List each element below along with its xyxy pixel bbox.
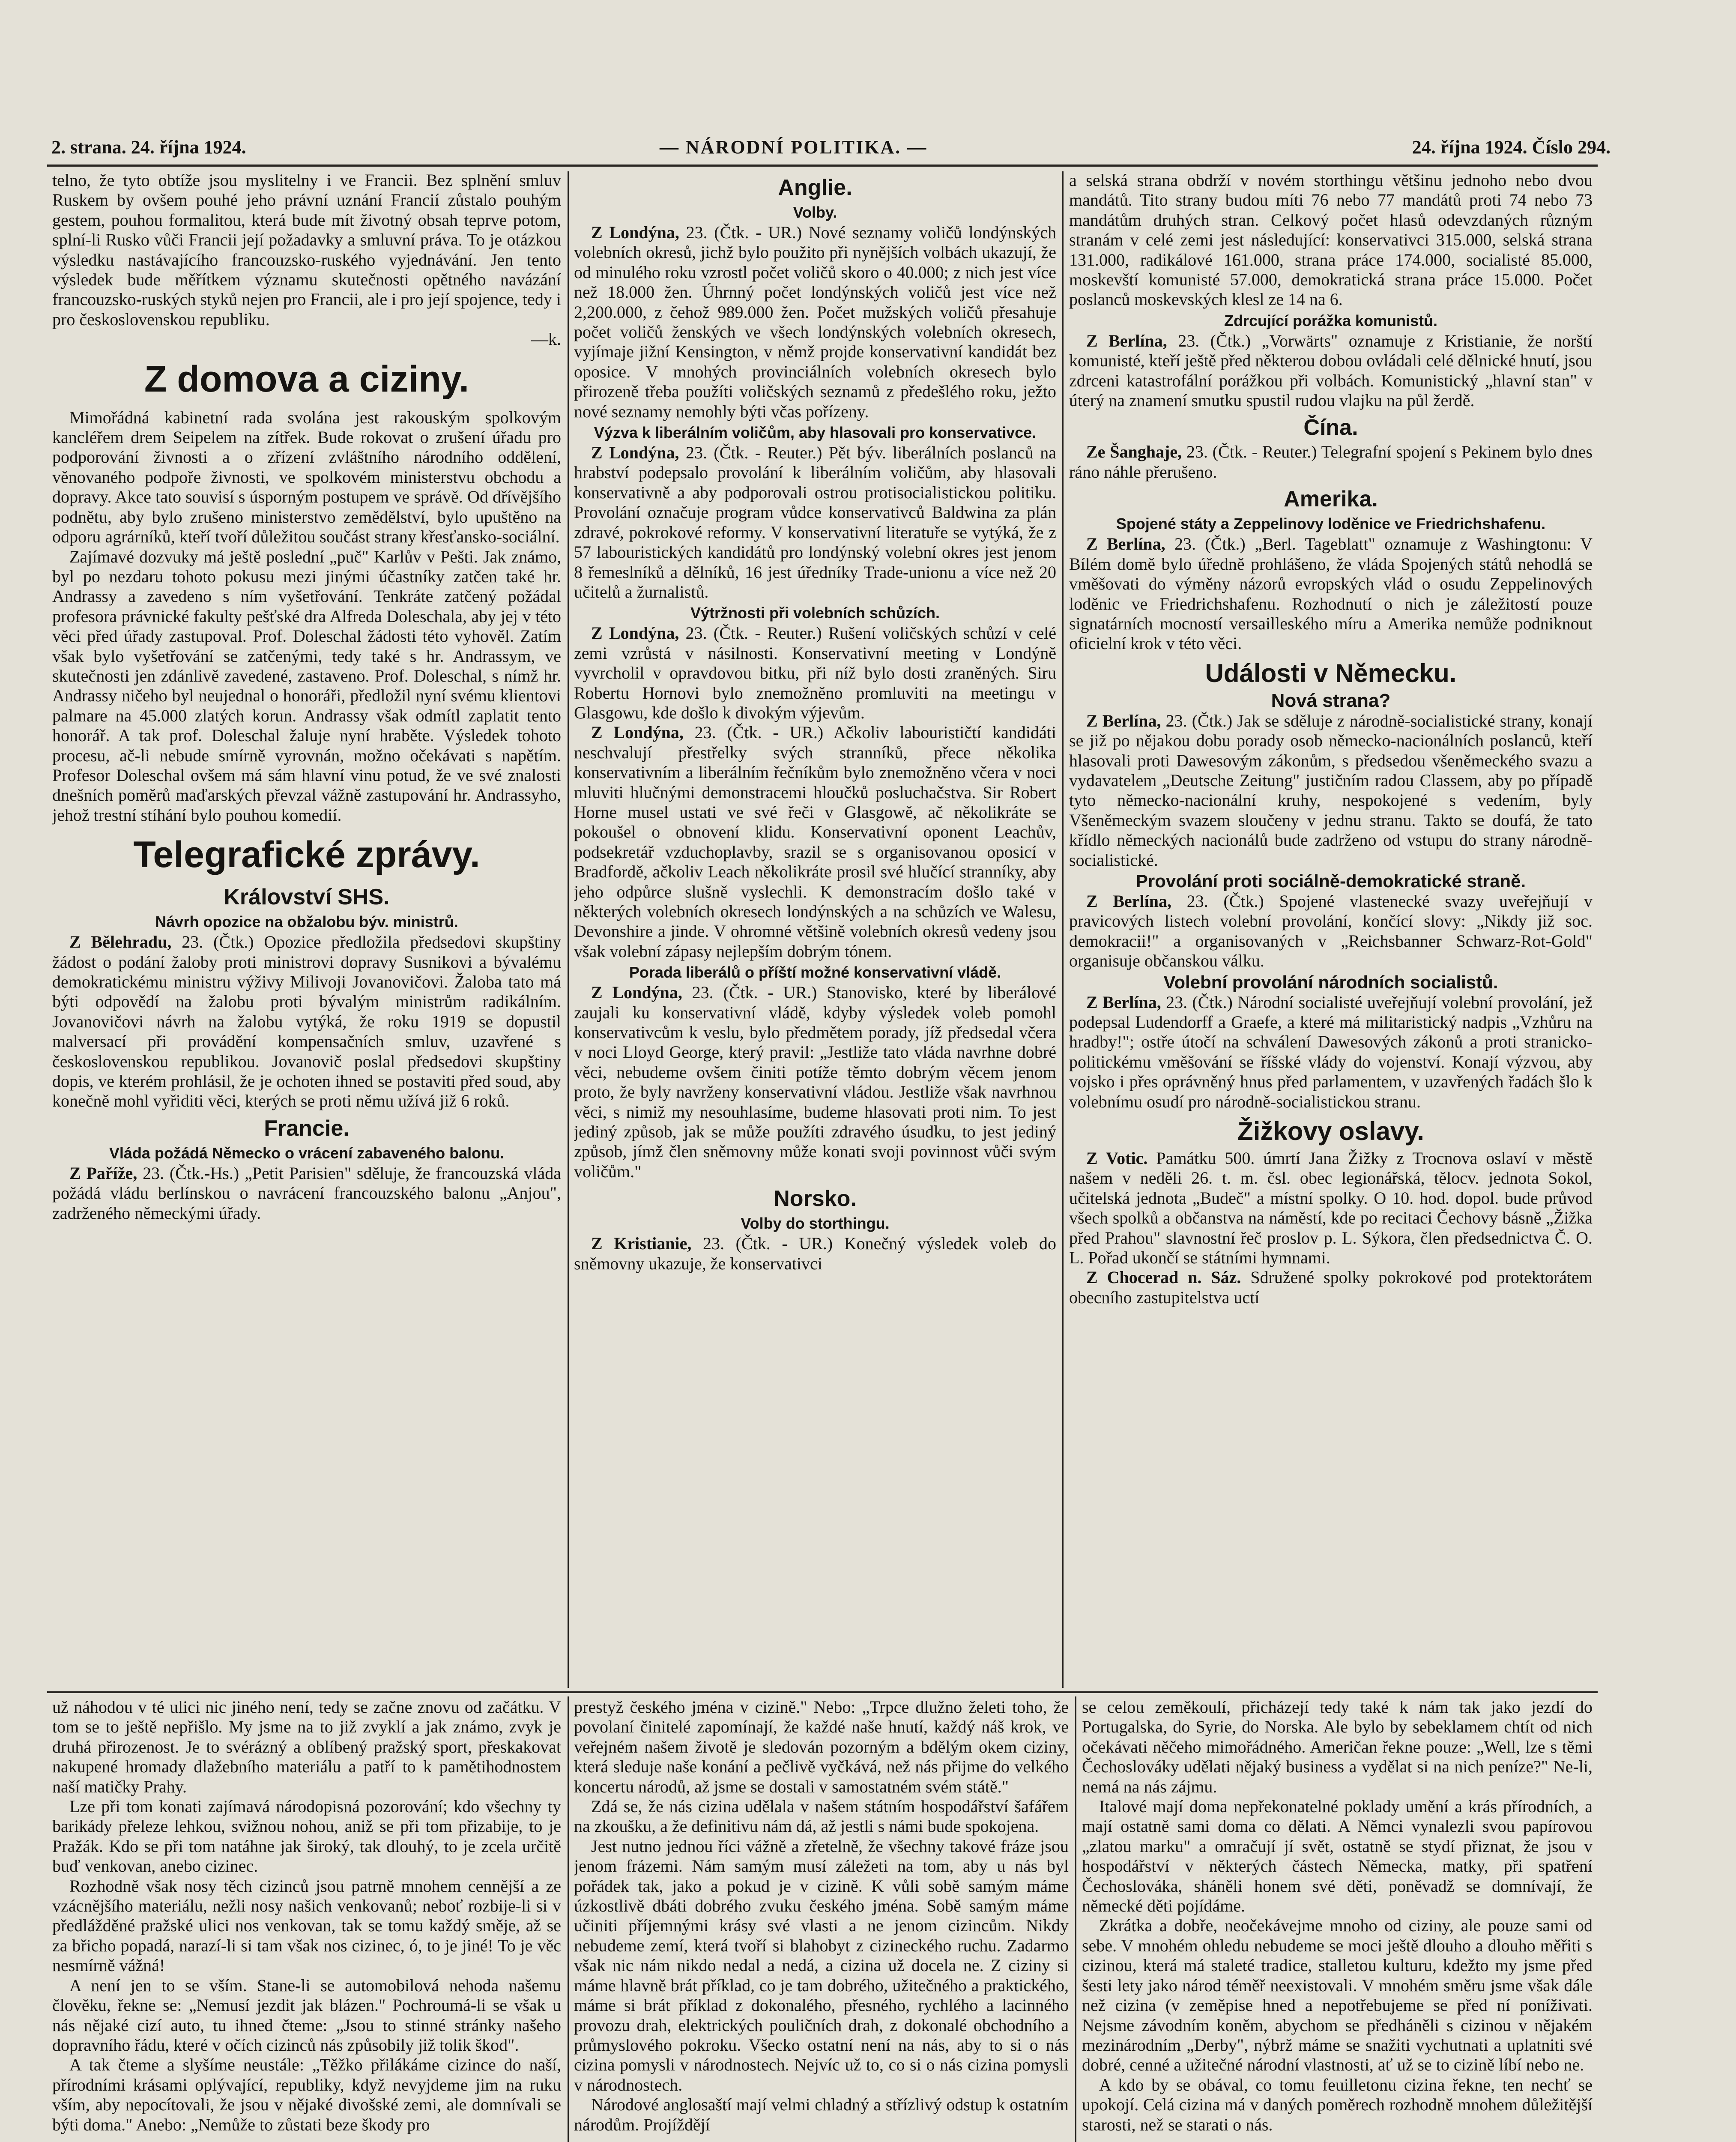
news-paragraph: a selská strana obdrží v novém storthingu většinu jednoho nebo dvou mandátů. Tito strany budou míti 76 nebo 77 mandátů proti 74 nebo 73 mandátům druhých stran. Celkový počet hlasů odevzdaných různým stranám v celé zemi jest následující: konservativci 315.000, selská strana 131.000, radikálové 161.000, strana práce 174.000, socialisté 85.000, moskevští komunisté 57.000, demokratická strana práce 15.000. Počet poslanců moskevských klesl ze 14 na 6. bbox=[1069, 171, 1593, 309]
dateline: Ze Šanghaje, bbox=[1086, 442, 1182, 462]
section-heading-nemecko: Události v Německu. bbox=[1205, 658, 1457, 688]
news-text: 23. (Čtk. - UR.) Ačkoliv labourističtí kandidáti neschvalují přestřelky svých stranníků, přece několika konservativním a liberálním řečníkům bylo znemožněno včera v noci mluviti hlučnými demonstracemi hloučků posluchačstva. Sir Robert Horne musel ustati ve své řeči v Glasgowě, ač několikráte se pokoušel o obnovení klidu. Konservativní oponent Leachův, podsekretář vzduchoplavby, srazil se s organisovanou oposicí v Bradfordě, ačkoliv Leach několikráte prosil své hlučící stranníky, aby jeho odpůrce slušně vyslechli. K demonstracím došlo také v některých volebních okresech londýnských a na schůzích ve Walesu, Devonshire a jinde. V ohromné většině volebních okresů vedeny jsou však volební zápasy nejlepším dobrým tónem. bbox=[574, 723, 1056, 961]
header-date-page: 2. strana. 24. října 1924. bbox=[51, 137, 246, 158]
dateline: Z Londýna, bbox=[591, 623, 679, 643]
article-subheading: Volební provolání národních socialistů. bbox=[1163, 972, 1498, 992]
dateline: Z Londýna, bbox=[591, 723, 684, 742]
header-issue-number: 24. října 1924. Číslo 294. bbox=[1412, 137, 1611, 158]
article-subheading: Volby do storthingu. bbox=[741, 1215, 890, 1233]
dateline: Z Berlína, bbox=[1086, 534, 1165, 554]
feuilleton-paragraph: Rozhodně však nosy těch cizinců jsou patrně mnohem cennější a ze vzácnějšího materiálu, nežli nosy našich venkovanů; neboť rozbije-li si v předlážděné pražské ulici nos venkovan, tak se tomu každý směje, až se za břicho popadá, narazí-li si tam však nos cizinec, ó, to je jiné! To je věc nesmírně vážná! bbox=[52, 1876, 561, 1975]
section-title-domov: Z domova a ciziny. bbox=[144, 358, 469, 400]
country-heading-amerika: Amerika. bbox=[1284, 487, 1378, 512]
feuilleton-paragraph: A není jen to se vším. Stane-li se automobilová nehoda našemu člověku, řekne se: „Nemusí jezdit jak blázen." Pochroumá-li se však u nás nějaké cizí auto, tu ihned čteme: „Jsou to stinné stránky našeho dopravního řádu, které v očích cizinců nás způsobily již tolik škod". bbox=[52, 1975, 561, 2055]
column-1 bbox=[52, 171, 561, 1687]
feuilleton-paragraph: Italové mají doma nepřekonatelné poklady umění a krás přírodních, a mají ostatně sami doma co dělati. A Němci vynalezli svou papírovou „zlatou marku" a omračují jí svět, ostatně se stydí přiznat, že jsou v hospodářství v některých částech Německa, matky, při spatření Čechoslováka, sháněli honem své děti, poněvadž se domnívají, že německé děti pojídáme. bbox=[1082, 1797, 1593, 1916]
news-text: 23. (Čtk.) Národní socialisté uveřejňují volební provolání, jež podepsal Ludendorff a Graefe, a které má militaristický nadpis „Vzhůru na hradby!"; ostře útočí na schválení Dawesových zákonů a proti stranicko-politickému vměšování se říšské vlády do vojenství. Konají výzvou, aby vojsko i přes oprávněný hnus před parlamentem, v uzavřených řadách šlo k volebnímu osudí pro národně-socialistickou stranu. bbox=[1069, 992, 1593, 1111]
news-text: 23. (Čtk. - UR.) Konečný výsledek voleb do sněmovny ukazuje, že konservativci bbox=[574, 1234, 1056, 1273]
feuilleton-column-2 bbox=[574, 1697, 1069, 2142]
dateline: Z Chocerad n. Sáz. bbox=[1086, 1268, 1241, 1287]
article-subheading: Volby. bbox=[793, 203, 837, 221]
news-paragraph bbox=[574, 443, 1056, 602]
news-paragraph bbox=[1069, 993, 1593, 1112]
news-text: 23. (Čtk.-Hs.) „Petit Parisien" sděluje, že francouzská vláda požádá vládu berlínskou o navrácení francouzského balonu „Anjou", zadrženého německými úřady. bbox=[52, 1163, 561, 1223]
feuilleton-paragraph: A tak čteme a slyšíme neustále: „Těžko přilákáme cizince do naší, přírodními krásami oplývající, republiky, když nevyjdeme jim na ruku vším, aby nepocítovali, že jsou v nějaké divošské zemi, ale domnívali se býti doma." Anebo: „Nemůže to zůstati beze škody pro bbox=[52, 2055, 561, 2134]
section-title-telegraf: Telegrafické zprávy. bbox=[133, 834, 480, 876]
article-subheading: Zdrcující porážka komunistů. bbox=[1224, 311, 1438, 329]
country-heading-norsko: Norsko. bbox=[774, 1186, 857, 1212]
dateline: Z Bělehradu, bbox=[69, 932, 172, 952]
feuilleton-paragraph: Národové anglosaští mají velmi chladný a střízlivý odstup k ostatním národům. Projíždějí bbox=[574, 2095, 1069, 2134]
dateline: Z Berlína, bbox=[1086, 992, 1161, 1012]
dateline: Z Berlína, bbox=[1086, 891, 1172, 911]
news-text: 23. (Čtk. - UR.) Nové seznamy voličů londýnských volebních okresů, jichž bylo použito při nynějších volbách ukazují, že od minulého roku vzrostl počet voličů skoro o 40.000; z nich jest více než 18.000 žen. Úhrnný počet londýnských voličů jest více než 2,200.000, z čehož 989.000 žen. Počet mužských voličů přesahuje počet voličů ženských ve všech londýnských volebních okresech, vyjímaje jižní Kensington, v němž projde konservativní kandidát bez oposice. V mnohých provinciálních volebních okresech bylo přirozeně třeba použíti voličských seznamů z předešlého roku, ježto nové seznamy nemohly býti včas pořízeny. bbox=[574, 223, 1056, 421]
feuilleton-paragraph: Zdá se, že nás cizina udělala v našem státním hospodářství šafářem na zkoušku, a že definitivu nám dá, až jestli s námi bude spokojena. bbox=[574, 1797, 1069, 1836]
news-paragraph: Zajímavé dozvuky má ještě poslední „puč" Karlův v Pešti. Jak známo, byl po nezdaru tohoto pokusu mezi jinými účastníky zatčen také hr. Andrassy a zavedeno s ním vyšetřování. Tenkráte zatčený požádal profesora právnické fakulty pešťské dra Alfreda Doleschala, aby jej v této věci před úřady zastupoval. Prof. Doleschal žádosti této vyhověl. Zatím však bylo vyšetřování se zatčenými, tedy také s hr. Andrassym, ve skutečnosti jen zdánlivě zavedené, zastaveno. Prof. Doleschal, s nímž hr. Andrassy ničeho byl neujednal o honoráři, předložil nyní svému klientovi palmare na 45.000 zlatých korun. Andrassy však odmítl zaplatit tento honorář. A tak prof. Doleschal žaluje nyní hraběte. Výsledek tohoto procesu, ač-li nebude smírně vyrovnán, možno očekávati s napětím. Profesor Doleschal ovšem má sám hlavní vinu potud, že ve své znalosti dnešních poměrů maďarských převzal vážně zastupování hr. Andrassyho, jehož trestní stíhání bylo pouhou komedií. bbox=[52, 547, 561, 825]
news-text: 23. (Čtk.) „Vorwärts" oznamuje z Kristianie, že norští komunisté, kteří ještě před některou dobou ovládali celé dělnické hnutí, jsou zdrceni katastrofální porážkou při volbách. Komunistický „hlavní stan" v úterý na znamení smutku spustil rudou vlajku na půl žerdě. bbox=[1069, 331, 1593, 410]
news-paragraph bbox=[574, 223, 1056, 422]
article-subheading: Nová strana? bbox=[1271, 690, 1391, 711]
feuilleton-paragraph: Lze při tom konati zajímavá národopisná pozorování; kdo všechny ty barikády přeleze lehkou, svižnou nohou, aniž se při tom přizabije, to je Pražák. Kdo se při tom natáhne jak široký, tak dlouhý, to je zcela určitě buď venkovan, anebo cizinec. bbox=[52, 1797, 561, 1876]
article-subheading: Spojené státy a Zeppelinovy loděnice ve Friedrichshafenu. bbox=[1116, 515, 1546, 533]
article-subheading: Provolání proti sociálně-demokratické straně. bbox=[1135, 871, 1526, 891]
news-paragraph bbox=[1069, 1268, 1593, 1307]
news-text: Sdružené spolky pokrokové pod protektorátem obecního zastupitelstva uctí bbox=[1069, 1268, 1593, 1307]
feuilleton-paragraph: už náhodou v té ulici nic jiného není, tedy se začne znovu od začátku. V tom se to ještě nepřišlo. My jsme na to již zvyklí a jak známo, zvyk je druhá přirozenost. Je to svérázný a oblíbený pražský sport, přeskakovat nakupené hromady dlažebního materiálu a patří to k pamětihodnostem naší matičky Prahy. bbox=[52, 1697, 561, 1796]
section-heading-zizkovy-oslavy: Žižkovy oslavy. bbox=[1237, 1117, 1424, 1146]
dateline: Z Paříže, bbox=[69, 1163, 137, 1183]
column-divider-2 bbox=[1062, 171, 1064, 1688]
news-text: Památku 500. úmrtí Jana Žižky z Trocnova oslaví v městě našem v neděli 26. t. m. čsl. obec legionářská, tělocv. jednota Sokol, učitelská jednota „Budeč" a místní spolky. O 10. hod. dopol. bude průvod všech spolků a občanstva na náměstí, kde po recitaci Čechovy básně „Žižka před Prahou" slavnostní řeč proslov p. L. Sýkora, člen předsednictva Č. O. L. Pořad ukončí se státními hymnami. bbox=[1069, 1149, 1593, 1268]
country-heading-anglie: Anglie. bbox=[778, 175, 852, 200]
feuilleton-column-3 bbox=[1082, 1697, 1593, 2142]
country-heading-shs: Království SHS. bbox=[224, 885, 390, 910]
news-text: 23. (Čtk.) Opozice předložila předsedovi skupštiny žádost o podání žaloby proti ministrovi dopravy Susnikovi a bývalému demokratickému ministru výživy Milivoji Jovanovičovi. Žaloba tato má býti odpovědí na žalobu proti bývalým ministrům radikálním. Jovanovičovi návrh na žalobu vytýká, že roku 1919 se dopustil malversací při provádění kompensačních smluv, uzavřené s československou republikou. Jovanovič poslal předsedovi skupštiny dopis, ve kterém prohlásil, že je ochoten ihned se postaviti před soud, aby konečně mohl vyřiditi věci, kterých se proti němu užívá již 6 roků. bbox=[52, 932, 561, 1111]
feuilleton-rule bbox=[47, 1691, 1598, 1693]
feuilleton-paragraph: Zkrátka a dobře, neočekávejme mnoho od ciziny, ale pouze sami od sebe. V mnohém ohledu nebudeme se moci ještě dlouho a dlouho měřiti s cizinou, která má staleté tradice, stalletou kulturu, kdežto my jsme před šesti lety jako národ téměř neexistovali. V mnohém směru jsme však dále než cizina (v zeměpise hned a nepotřebujeme se před ní poníživati. Nejsme závodním koněm, abychom se předháněli s cizinou v nějakém mezinárodním „Derby", nýbrž máme se snažiti vychutnati a uplatniti své dobré, cenné a užitečné národní vlastnosti, ať už se to cizině líbí nebo ne. bbox=[1082, 1916, 1593, 2075]
news-paragraph bbox=[52, 1164, 561, 1223]
news-paragraph bbox=[574, 983, 1056, 1182]
news-paragraph: Mimořádná kabinetní rada svolána jest rakouským spolkovým kancléřem drem Seipelem na zítřek. Bude rokovat o zrušení úřadu pro podporování živnosti a o zřízení zvláštního národního oddělení, věnovaného podpoře živnosti, ve spolkovém ministerstvu obchodu a dopravy. Akce tato souvisí s úsporným postupem ve správě. Od dřívějšího podnětu, aby bylo zrušeno ministerstvo zemědělství, bylo upuštěno na odporu agrárníků, kteří tvoří důležitou součást strany křesťansko-sociální. bbox=[52, 407, 561, 547]
article-signature: —k. bbox=[531, 329, 561, 349]
news-text: 23. (Čtk. - UR.) Stanovisko, které by liberálové zaujali ku konservativní vládě, kdyby výsledek voleb pomohl konservativcům k veslu, bylo předmětem porady, jíž předsedal včera v noci Lloyd George, který pravil: „Jestliže tato vláda navrhne dobré věci, nebudeme ovšem činiti potíže těmto dobrým věcem jenom proto, že byly navrženy konservativní vládou. Jestliže však navrhnou věci, s nimiž my nesouhlasíme, budeme hlasovati proti nim. To jest jediný způsob, jak se může použíti zdravého úsudku, to jest jediný způsob, jímž člen sněmovny může konati svoji povinnost vůči svým voličům." bbox=[574, 983, 1056, 1181]
dateline: Z Londýna, bbox=[591, 223, 679, 242]
news-paragraph bbox=[1069, 331, 1593, 411]
feuilleton-paragraph: prestyž českého jména v cizině." Nebo: „Trpce dlužno želeti toho, že povolaní činitelé zapomínají, že každé naše hnutí, každý náš krok, ve veřejném našem životě je sledován pozorným a bdělým okem ciziny, která sleduje naše konání a pečlivě vyčkává, než nás přijme do velkého koncertu národů, až jsme se dostali v samostatném svém státě." bbox=[574, 1697, 1069, 1796]
dateline: Z Londýna, bbox=[591, 443, 679, 463]
feuilleton-divider-2 bbox=[1075, 1696, 1076, 2142]
article-subheading: Vláda požádá Německo o vrácení zabaveného balonu. bbox=[109, 1144, 505, 1162]
feuilleton-paragraph: se celou zeměkoulí, přicházejí tedy také k nám tak jako jezdí do Portugalska, do Syrie, do Norska. Ale bylo by sebeklamem chtít od nich očekávati něčeho mimořádného. Američan řekne pouze: „Well, lze s těmi Čechoslováky udělati nějaký business a vydělat si na nich peníze?" Ne-li, nemá na nás zájmu. bbox=[1082, 1697, 1593, 1796]
column-divider-1 bbox=[568, 171, 569, 1688]
dateline: Z Berlína, bbox=[1086, 331, 1167, 350]
country-heading-cina: Čína. bbox=[1303, 415, 1358, 440]
header-masthead: — NÁRODNÍ POLITIKA. — bbox=[660, 137, 928, 158]
news-text: 23. (Čtk.) Spojené vlastenecké svazy uveřejňují v pravicových listech volební provolání, končící slovy: „Nikdy již soc. demokracii!" a organisovaných v „Reichsbanner Schwarz-Rot-Gold" organisuje občanskou válku. bbox=[1069, 891, 1593, 971]
header-rule bbox=[47, 165, 1598, 167]
column-2 bbox=[574, 171, 1056, 1687]
article-subheading: Výzva k liberálním voličům, aby hlasovali pro konservativce. bbox=[594, 424, 1037, 442]
feuilleton-paragraph: Jest nutno jednou říci vážně a zřetelně, že všechny takové fráze jsou jenom frázemi. Nám samým musí záležeti na tom, aby u nás byl pořádek tak, jako a pokud je v cizině. K vůli sobě samým máme úzkostlivě dbáti dobrého zvuku českého jména. Sobě samým máme učiniti příjemnými krásy své vlasti a ne jenom cizincům. Nikdy nebudeme zemí, která tvoří si blahobyt z cizineckého ruchu. Zadarmo však nic nám nikdo nedal a nedá, a cizina už docela ne. Z ciziny si máme hlavně brát příklad, co je tam dobrého, užitečného a praktického, máme si brát příklad z dokonalého, přesného, rychlého a lacinného provozu drah, elektrických pouličních drah, z dokonalé obchodního a průmyslového pokroku. Všecko ostatní není na nás, aby to si o nás cizina pomysli v národnostech. Nejvíc už to, co si o nás cizina pomysli v národnostech. bbox=[574, 1836, 1069, 2094]
news-paragraph bbox=[1069, 892, 1593, 971]
country-heading-francie: Francie. bbox=[264, 1116, 350, 1141]
article-continuation: telno, že tyto obtíže jsou myslitelny i ve Francii. Bez splnění smluv Ruskem by ovšem pouhé jeho právní uznání Francií zůstalo pouhým gestem, pouhou formalitou, která bude mít životný obsah teprve potom, splní-li Rusko vůči Francii její požadavky a smluvní práva. To je otázkou výsledku nastávajícího francouzsko-ruského vyjednávání. Jen tento výsledek bude měřítkem významu skutečnosti opětného navázání francouzsko-ruských styků nejen pro Francii, ale i pro její spojence, tedy i pro československou republiku. bbox=[52, 171, 561, 329]
column-3 bbox=[1069, 171, 1593, 1687]
feuilleton-paragraph: A kdo by se obával, co tomu feuilletonu cizina řekne, ten nechť se upokojí. Celá cizina má v daných poměrech rozhodně mnohem důležitější starosti, než se starati o nás. bbox=[1082, 2075, 1593, 2134]
page-header bbox=[51, 136, 1611, 162]
news-text: 23. (Čtk.) „Berl. Tageblatt" oznamuje z Washingtonu: V Bílém domě bylo úředně prohlášeno, že vláda Spojených států nehodlá se vměšovati do výměny názorů evropských vlád o osudu Zeppelinových loděnic ve Friedrichshafenu. Rozhodnutí o nich je záležitostí pouze signatárních mocností versailleského míru a Amerika nemůže podniknout oficielní krok v této věci. bbox=[1069, 534, 1593, 653]
feuilleton-column-1 bbox=[52, 1697, 561, 2142]
article-subheading: Porada liberálů o příští možné konservativní vládě. bbox=[629, 963, 1001, 981]
news-paragraph bbox=[574, 623, 1056, 723]
news-text: 23. (Čtk. - Reuter.) Pět býv. liberálních poslanců na hrabství podepsalo provolání k liberálním voličům, aby hlasovali konservativně a aby podporovali ostrou protisocialistickou politiku. Provolání označuje program vůdce konservativců Baldwina za plán zdravé, pokrokové reformy. V konservativní literatuře se vytýká, že z 57 labouristických kandidátů pro londýnský volební okres jest jenom 8 řemeslníků a dělníků, 16 jest úředníky Trade-unionu a více než 20 učitelů a žurnalistů. bbox=[574, 443, 1056, 601]
news-text: 23. (Čtk.) Jak se sděluje z národně-socialistické strany, konají se již po nějakou dobu porady osob německo-nacionálních poslanců, kteří hlasovali proti Dawesovým zákonům, s předsedou všeněmeckého svazu a vydavatelem „Deutsche Zeitung" justičním radou Classem, aby po případě tyto německo-nacionální kruhy, nespokojené s vedením, byly Všeněmeckým svazem sloučeny v jednu stranu. Takto se doufá, že tato křídlo německých nacionálů bude zadrženo od vstupu do strany národně-socialistické. bbox=[1069, 711, 1593, 870]
news-text: 23. (Čtk. - Reuter.) Rušení voličských schůzí v celé zemi vzrůstá v násilnosti. Konservativní meeting v Londýně vyvrcholil v opravdovou bitku, při níž bylo dosti zraněných. Siru Robertu Hornovi bylo znemožněno promluviti na meetingu v Glasgowu, kde došlo k divokým výjevům. bbox=[574, 623, 1056, 722]
dateline: Z Kristianie, bbox=[591, 1234, 692, 1253]
feuilleton-divider-1 bbox=[568, 1696, 569, 2142]
news-paragraph bbox=[574, 1234, 1056, 1274]
dateline: Z Votic. bbox=[1086, 1149, 1148, 1168]
article-subheading: Výtržnosti při volebních schůzích. bbox=[690, 604, 940, 622]
news-paragraph bbox=[1069, 442, 1593, 482]
news-paragraph bbox=[1069, 1149, 1593, 1268]
news-paragraph bbox=[52, 932, 561, 1111]
dateline: Z Londýna, bbox=[591, 983, 682, 1002]
news-text: 23. (Čtk. - Reuter.) Telegrafní spojení s Pekinem bylo dnes ráno náhle přerušeno. bbox=[1069, 442, 1593, 482]
news-paragraph bbox=[574, 723, 1056, 961]
news-paragraph bbox=[1069, 711, 1593, 870]
news-paragraph bbox=[1069, 534, 1593, 653]
dateline: Z Berlína, bbox=[1086, 711, 1161, 730]
article-subheading: Návrh opozice na obžalobu býv. ministrů. bbox=[155, 913, 458, 931]
